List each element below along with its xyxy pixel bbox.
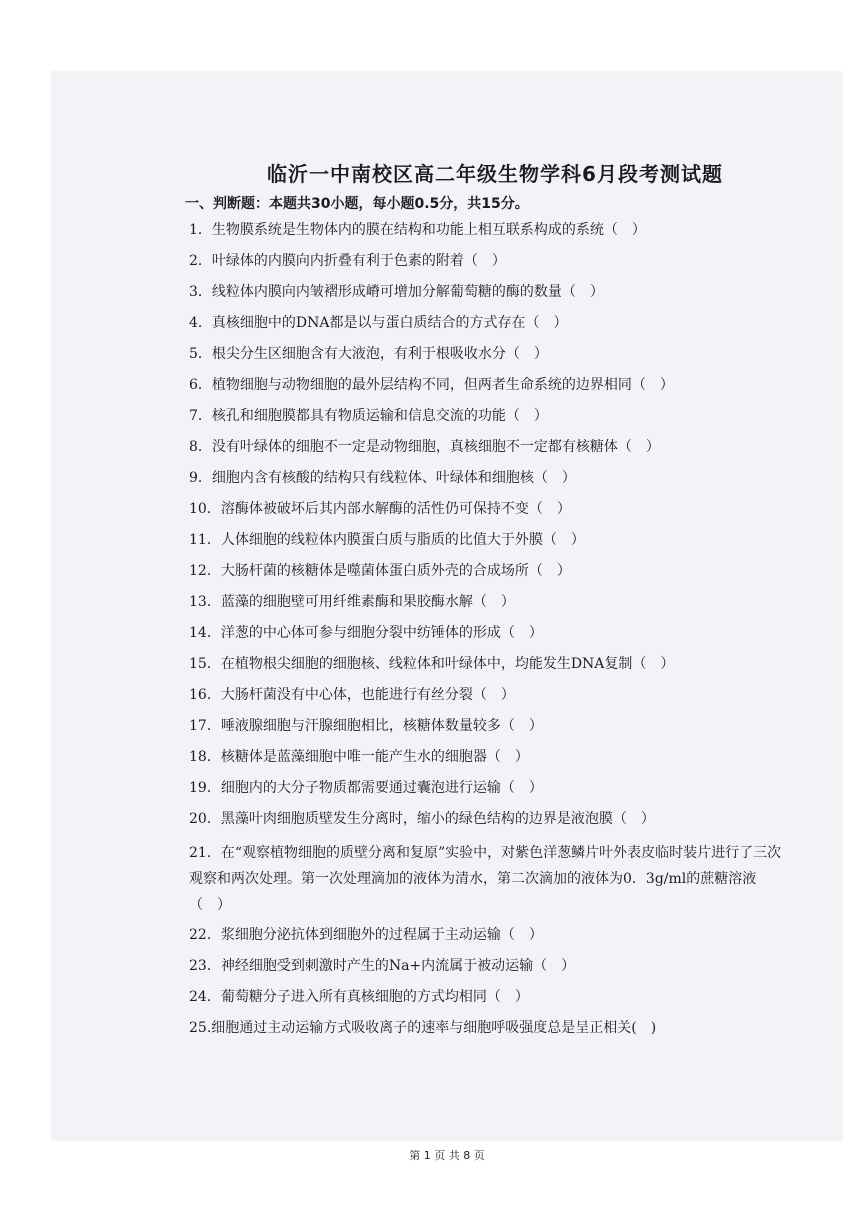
question-3: 3．线粒体内膜向内皱褶形成嵴可增加分解葡萄糖的酶的数量（ ） [189,284,604,300]
exam-page [52,72,842,1162]
question-23: 23．神经细胞受到刺激时产生的Na+内流属于被动运输（ ） [189,958,576,974]
question-21: 21．在“观察植物细胞的质壁分离和复原”实验中，对紫色洋葱鳞片叶外表皮临时装片进行了三次观察和两次处理。第一次处理滴加的液体为清水，第二次滴加的液体为0．3g/ml的蔗糖溶液（ ） [189,845,782,913]
question-8: 8．没有叶绿体的细胞不一定是动物细胞，真核细胞不一定都有核糖体（ ） [189,439,660,455]
question-9: 9．细胞内含有核酸的结构只有线粒体、叶绿体和细胞核（ ） [189,470,576,486]
question-1: 1．生物膜系统是生物体内的膜在结构和功能上相互联系构成的系统（ ） [189,222,646,238]
question-18: 18．核糖体是蓝藻细胞中唯一能产生水的细胞器（ ） [189,749,529,765]
question-11: 11．人体细胞的线粒体内膜蛋白质与脂质的比值大于外膜（ ） [189,532,585,548]
question-14: 14．洋葱的中心体可参与细胞分裂中纺锤体的形成（ ） [189,625,543,641]
page-footer: 第 1 页 共 8 页 [409,1149,485,1162]
page-content [185,162,785,1049]
question-12: 12．大肠杆菌的核糖体是噬菌体蛋白质外壳的合成场所（ ） [189,563,571,579]
section-heading: 一、判断题：本题共30小题，每小题0.5分，共15分。 [185,196,529,212]
question-19: 19．细胞内的大分子物质都需要通过囊泡进行运输（ ） [189,780,543,796]
question-15: 15．在植物根尖细胞的细胞核、线粒体和叶绿体中，均能发生DNA复制（ ） [189,656,675,672]
question-list [185,220,785,1049]
question-13: 13．蓝藻的细胞壁可用纤维素酶和果胶酶水解（ ） [189,594,515,610]
question-4: 4．真核细胞中的DNA都是以与蛋白质结合的方式存在（ ） [189,315,568,331]
question-2: 2．叶绿体的内膜向内折叠有利于色素的附着（ ） [189,253,506,269]
question-10: 10．溶酶体被破坏后其内部水解酶的活性仍可保持不变（ ） [189,501,571,517]
question-17: 17．唾液腺细胞与汗腺细胞相比，核糖体数量较多（ ） [189,718,543,734]
question-5: 5．根尖分生区细胞含有大液泡，有利于根吸收水分（ ） [189,346,548,362]
question-22: 22．浆细胞分泌抗体到细胞外的过程属于主动运输（ ） [189,927,543,943]
question-20: 20．黑藻叶肉细胞质壁发生分离时，缩小的绿色结构的边界是液泡膜（ ） [189,811,655,827]
question-7: 7．核孔和细胞膜都具有物质运输和信息交流的功能（ ） [189,408,548,424]
page-title: 临沂一中南校区高二年级生物学科6月段考测试题 [267,162,723,186]
question-6: 6．植物细胞与动物细胞的最外层结构不同，但两者生命系统的边界相同（ ） [189,377,674,393]
question-16: 16．大肠杆菌没有中心体，也能进行有丝分裂（ ） [189,687,515,703]
question-25: 25.细胞通过主动运输方式吸收离子的速率与细胞呼吸强度总是呈正相关( ) [189,1020,657,1036]
question-24: 24．葡萄糖分子进入所有真核细胞的方式均相同（ ） [189,989,529,1005]
